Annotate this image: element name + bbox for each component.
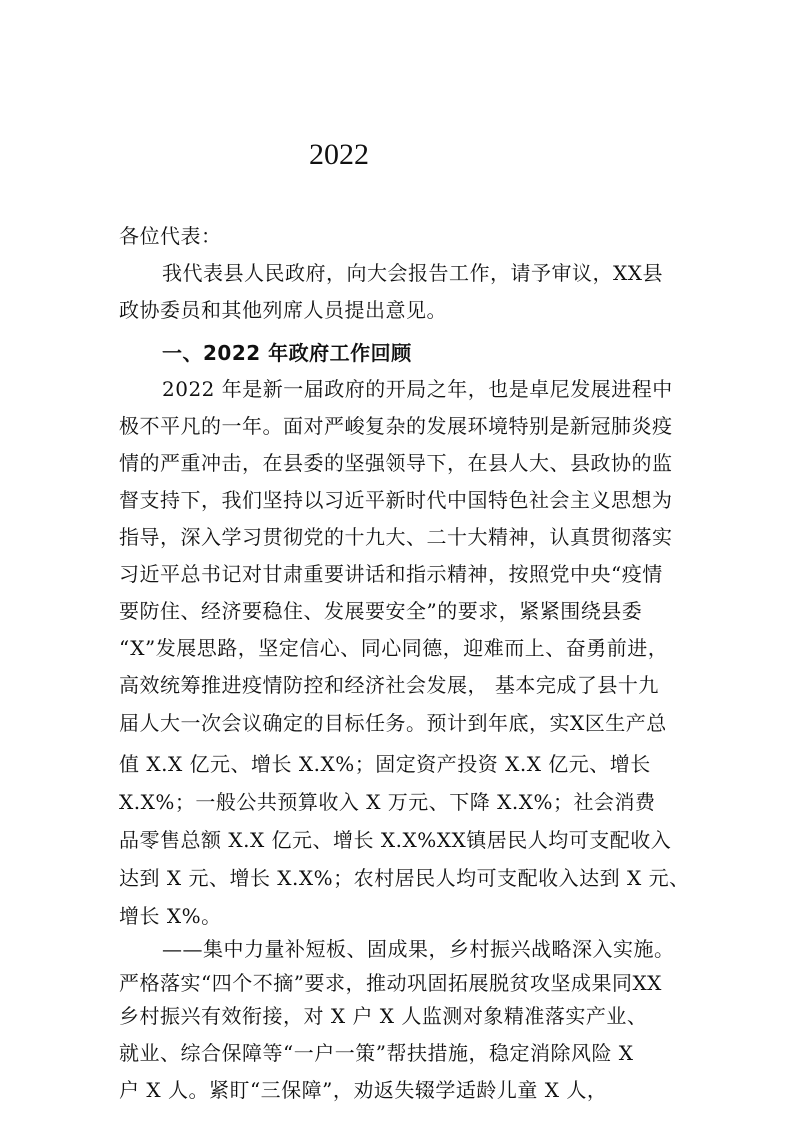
paragraph-line: 达到 X 元、增长 X.X%；农村居民人均可支配收入达到 X 元、 (119, 866, 690, 890)
paragraph-line: 极不平凡的一年。面对严峻复杂的发展环境特别是新冠肺炎疫 (119, 414, 673, 438)
section-heading: 一、2022 年政府工作回顾 (162, 341, 412, 365)
paragraph-line: 就业、综合保障等“一户一策”帮扶措施，稳定消除风险 X (119, 1041, 634, 1065)
salutation: 各位代表： (119, 224, 222, 248)
paragraph-line: X.X%；一般公共预算收入 X 万元、下降 X.X%；社会消费 (119, 790, 656, 814)
paragraph-line: ——集中力量补短板、固成果，乡村振兴战略深入实施。 (162, 937, 675, 961)
paragraph-line: 督支持下，我们坚持以习近平新时代中国特色社会主义思想为 (119, 488, 673, 512)
paragraph-line: 指导，深入学习贯彻党的十九大、二十大精神，认真贯彻落实 (119, 525, 673, 549)
paragraph-line: 政协委员和其他列席人员提出意见。 (119, 298, 447, 322)
paragraph-line: 品零售总额 X.X 亿元、增长 X.X%XX镇居民人均可支配收入 (119, 828, 672, 852)
paragraph-line: 要防住、经济要稳住、发展要安全”的要求，紧紧围绕县委 (119, 599, 643, 623)
paragraph-line: 情的严重冲击，在县委的坚强领导下，在县人大、县政协的监 (119, 451, 673, 475)
paragraph-line: 我代表县人民政府，向大会报告工作，请予审议，XX县 (162, 261, 663, 285)
paragraph-line: 值 X.X 亿元、增长 X.X%；固定资产投资 X.X 亿元、增长 (119, 752, 651, 776)
paragraph-line: 习近平总书记对甘肃重要讲话和指示精神，按照党中央“疫情 (119, 562, 663, 586)
document-title: 2022 (309, 138, 369, 171)
paragraph-line: 户 X 人。紧盯“三保障”，劝返失辍学适龄儿童 X 人， (119, 1078, 608, 1102)
paragraph-line: “X”发展思路，坚定信心、同心同德，迎难而上、奋勇前进， (119, 636, 669, 660)
paragraph-line: 2022 年是新一届政府的开局之年，也是卓尼发展进程中 (162, 377, 673, 401)
paragraph-line: 增长 X%。 (119, 904, 222, 928)
paragraph-line: 乡村振兴有效衔接，对 X 户 X 人监测对象精准落实产业、 (119, 1004, 648, 1028)
paragraph-line: 届人大一次会议确定的目标任务。预计到年底，实X区生产总 (119, 711, 667, 735)
paragraph-line: 高效统筹推进疫情防控和经济社会发展， 基本完成了县十九 (119, 673, 659, 697)
paragraph-line: 严格落实“四个不摘”要求，推动巩固拓展脱贫攻坚成果同XX (119, 971, 662, 995)
